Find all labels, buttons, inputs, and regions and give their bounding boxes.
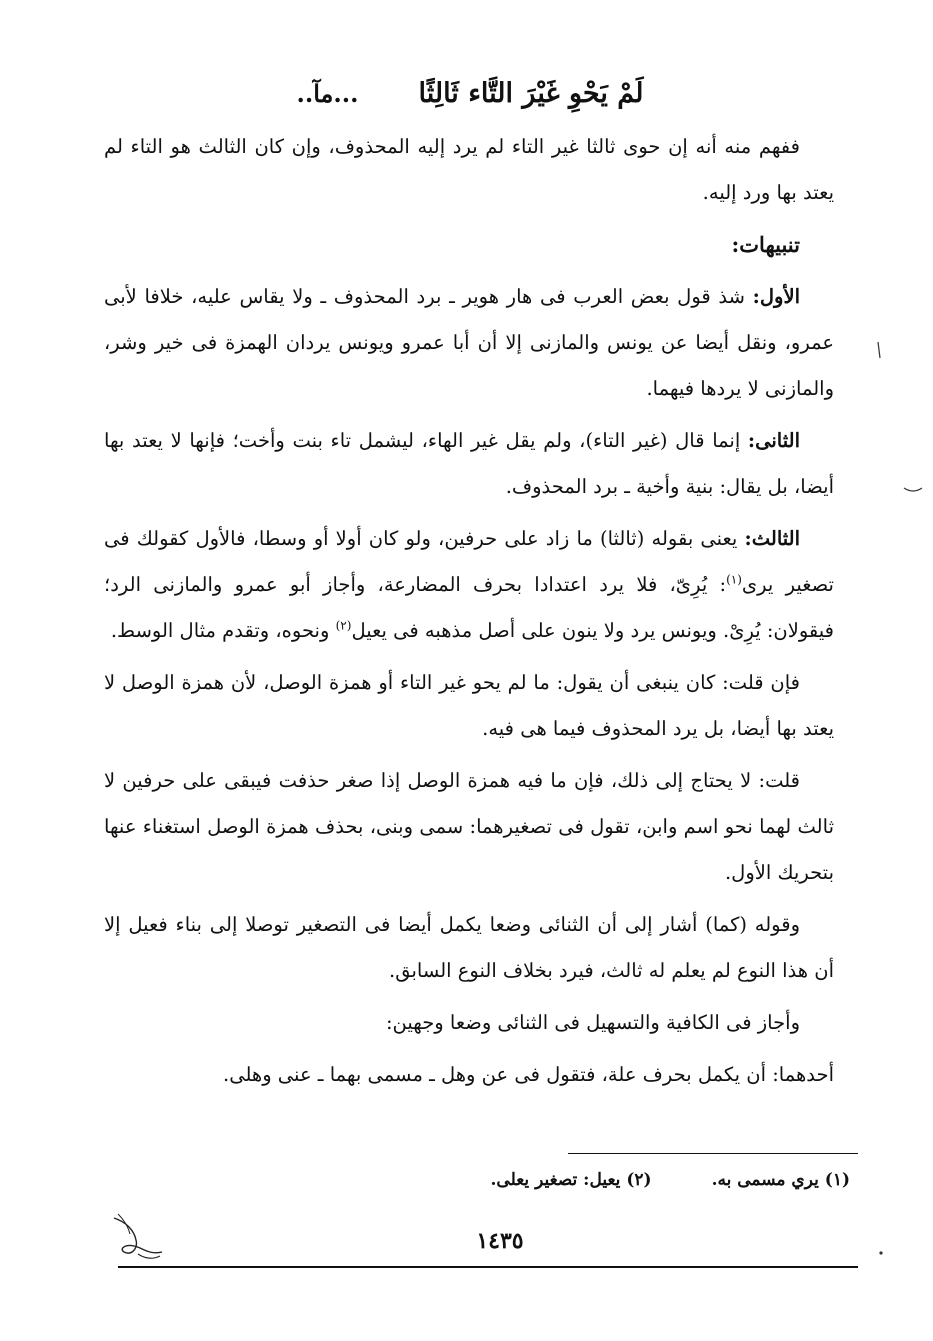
paragraph-objection: فإن قلت: كان ينبغى أن يقول: ما لم يحو غير التاء أو همزة الوصل، لأن همزة الوصل لا يعتد بها أيضا، بل يرد المحذوف فيما هى فيه. (104, 671, 834, 740)
paragraph-reply: قلت: لا يحتاج إلى ذلك، فإن ما فيه همزة الوصل إذا صغر حذفت فيبقى على حرفين لا ثالث لهما نحو اسم وابن، تقول فى تصغيرهما: سمى وبنى، بحذف همزة الوصل استغناء عنها بتحريك الأول. (104, 769, 834, 884)
paragraph-1: ففهم منه أنه إن حوى ثالثا غير التاء لم يرد إليه المحذوف، وإن كان الثالث هو التاء لم يعتد بها ورد إليه. (104, 135, 834, 204)
first-note-text: شذ قول بعض العرب فى هار هوير ـ برد المحذوف ـ ولا يقاس عليه، خلافا لأبى عمرو، ونقل أيضا عن يونس والمازنى إلا أن أبا عمرو ويونس يردان الهمزة فى خير وشر، والمازنى لا يردها فيهما. (104, 285, 834, 400)
third-note-text-b: : يُرِىّ، فلا يرد اعتدادا بحرف المضارعة، وأجاز أبو عمرو والمازنى الرد؛ فيقولان: يُرِىْ. ويونس يرد ولا ينون على أصل مذهبه فى يعيل (104, 573, 834, 642)
verse-text: لَمْ يَحْوِ غَيْرَ التَّاء ثَالِثًا (418, 77, 644, 109)
section-heading: تنبيهات: (731, 232, 800, 257)
third-note-text-c: ونحوه، وتقدم مثال الوسط. (110, 619, 336, 642)
paragraph-kafiya: وأجاز فى الكافية والتسهيل فى الثنائى وضعا وجهين: (385, 1011, 800, 1034)
footnote-divider (568, 1153, 858, 1154)
scribble-ornament-icon (108, 1208, 168, 1268)
footnote-ref-2: (٢) (335, 618, 352, 633)
second-note-text: إنما قال (غير التاء)، ولم يقل غير الهاء، ليشمل تاء بنت وأخت؛ فإنها لا يعتد بها أيضا، بل يقال: بنية وأخية ـ برد المحذوف. (104, 429, 834, 498)
paragraph-first-note (104, 274, 834, 412)
third-note-text-a: يعنى بقوله (ثالثا) ما زاد على حرفين، ولو كان أولا أو وسطا، فالأول كقولك فى تصغير يرى (104, 527, 834, 596)
main-text (104, 124, 834, 1104)
header-dots: ...مآ.. (296, 78, 359, 108)
paragraph-kama: وقوله (كما) أشار إلى أن الثنائى وضعا يكمل أيضا فى التصغير توصلا إلى بناء فعيل إلا أن هذا النوع لم يعلم له ثالث، فيرد بخلاف النوع السابق. (104, 913, 834, 982)
footnote-1: (١) يري مسمى به. (711, 1170, 850, 1190)
third-note-label: الثالث: (744, 527, 801, 550)
margin-mark-icon (874, 1246, 888, 1260)
first-note-label: الأول: (752, 285, 800, 308)
bottom-divider (118, 1266, 858, 1268)
page-number: ١٤٣٥ (476, 1228, 524, 1254)
footnote-ref-1: (١) (726, 572, 742, 587)
second-note-label: الثانى: (747, 429, 800, 452)
verse-header (100, 68, 840, 118)
paragraph-first-way: أحدهما: أن يكمل بحرف علة، فتقول فى عن وهل ـ مسمى بهما ـ عنى وهلى. (223, 1063, 834, 1086)
margin-mark-icon (902, 482, 924, 496)
paragraph-third-note (104, 516, 834, 654)
footnote-2: (٢) يعيل: تصغير يعلى. (490, 1170, 652, 1190)
margin-mark-icon (872, 340, 886, 360)
paragraph-second-note (104, 418, 834, 510)
footnotes (400, 1170, 850, 1190)
